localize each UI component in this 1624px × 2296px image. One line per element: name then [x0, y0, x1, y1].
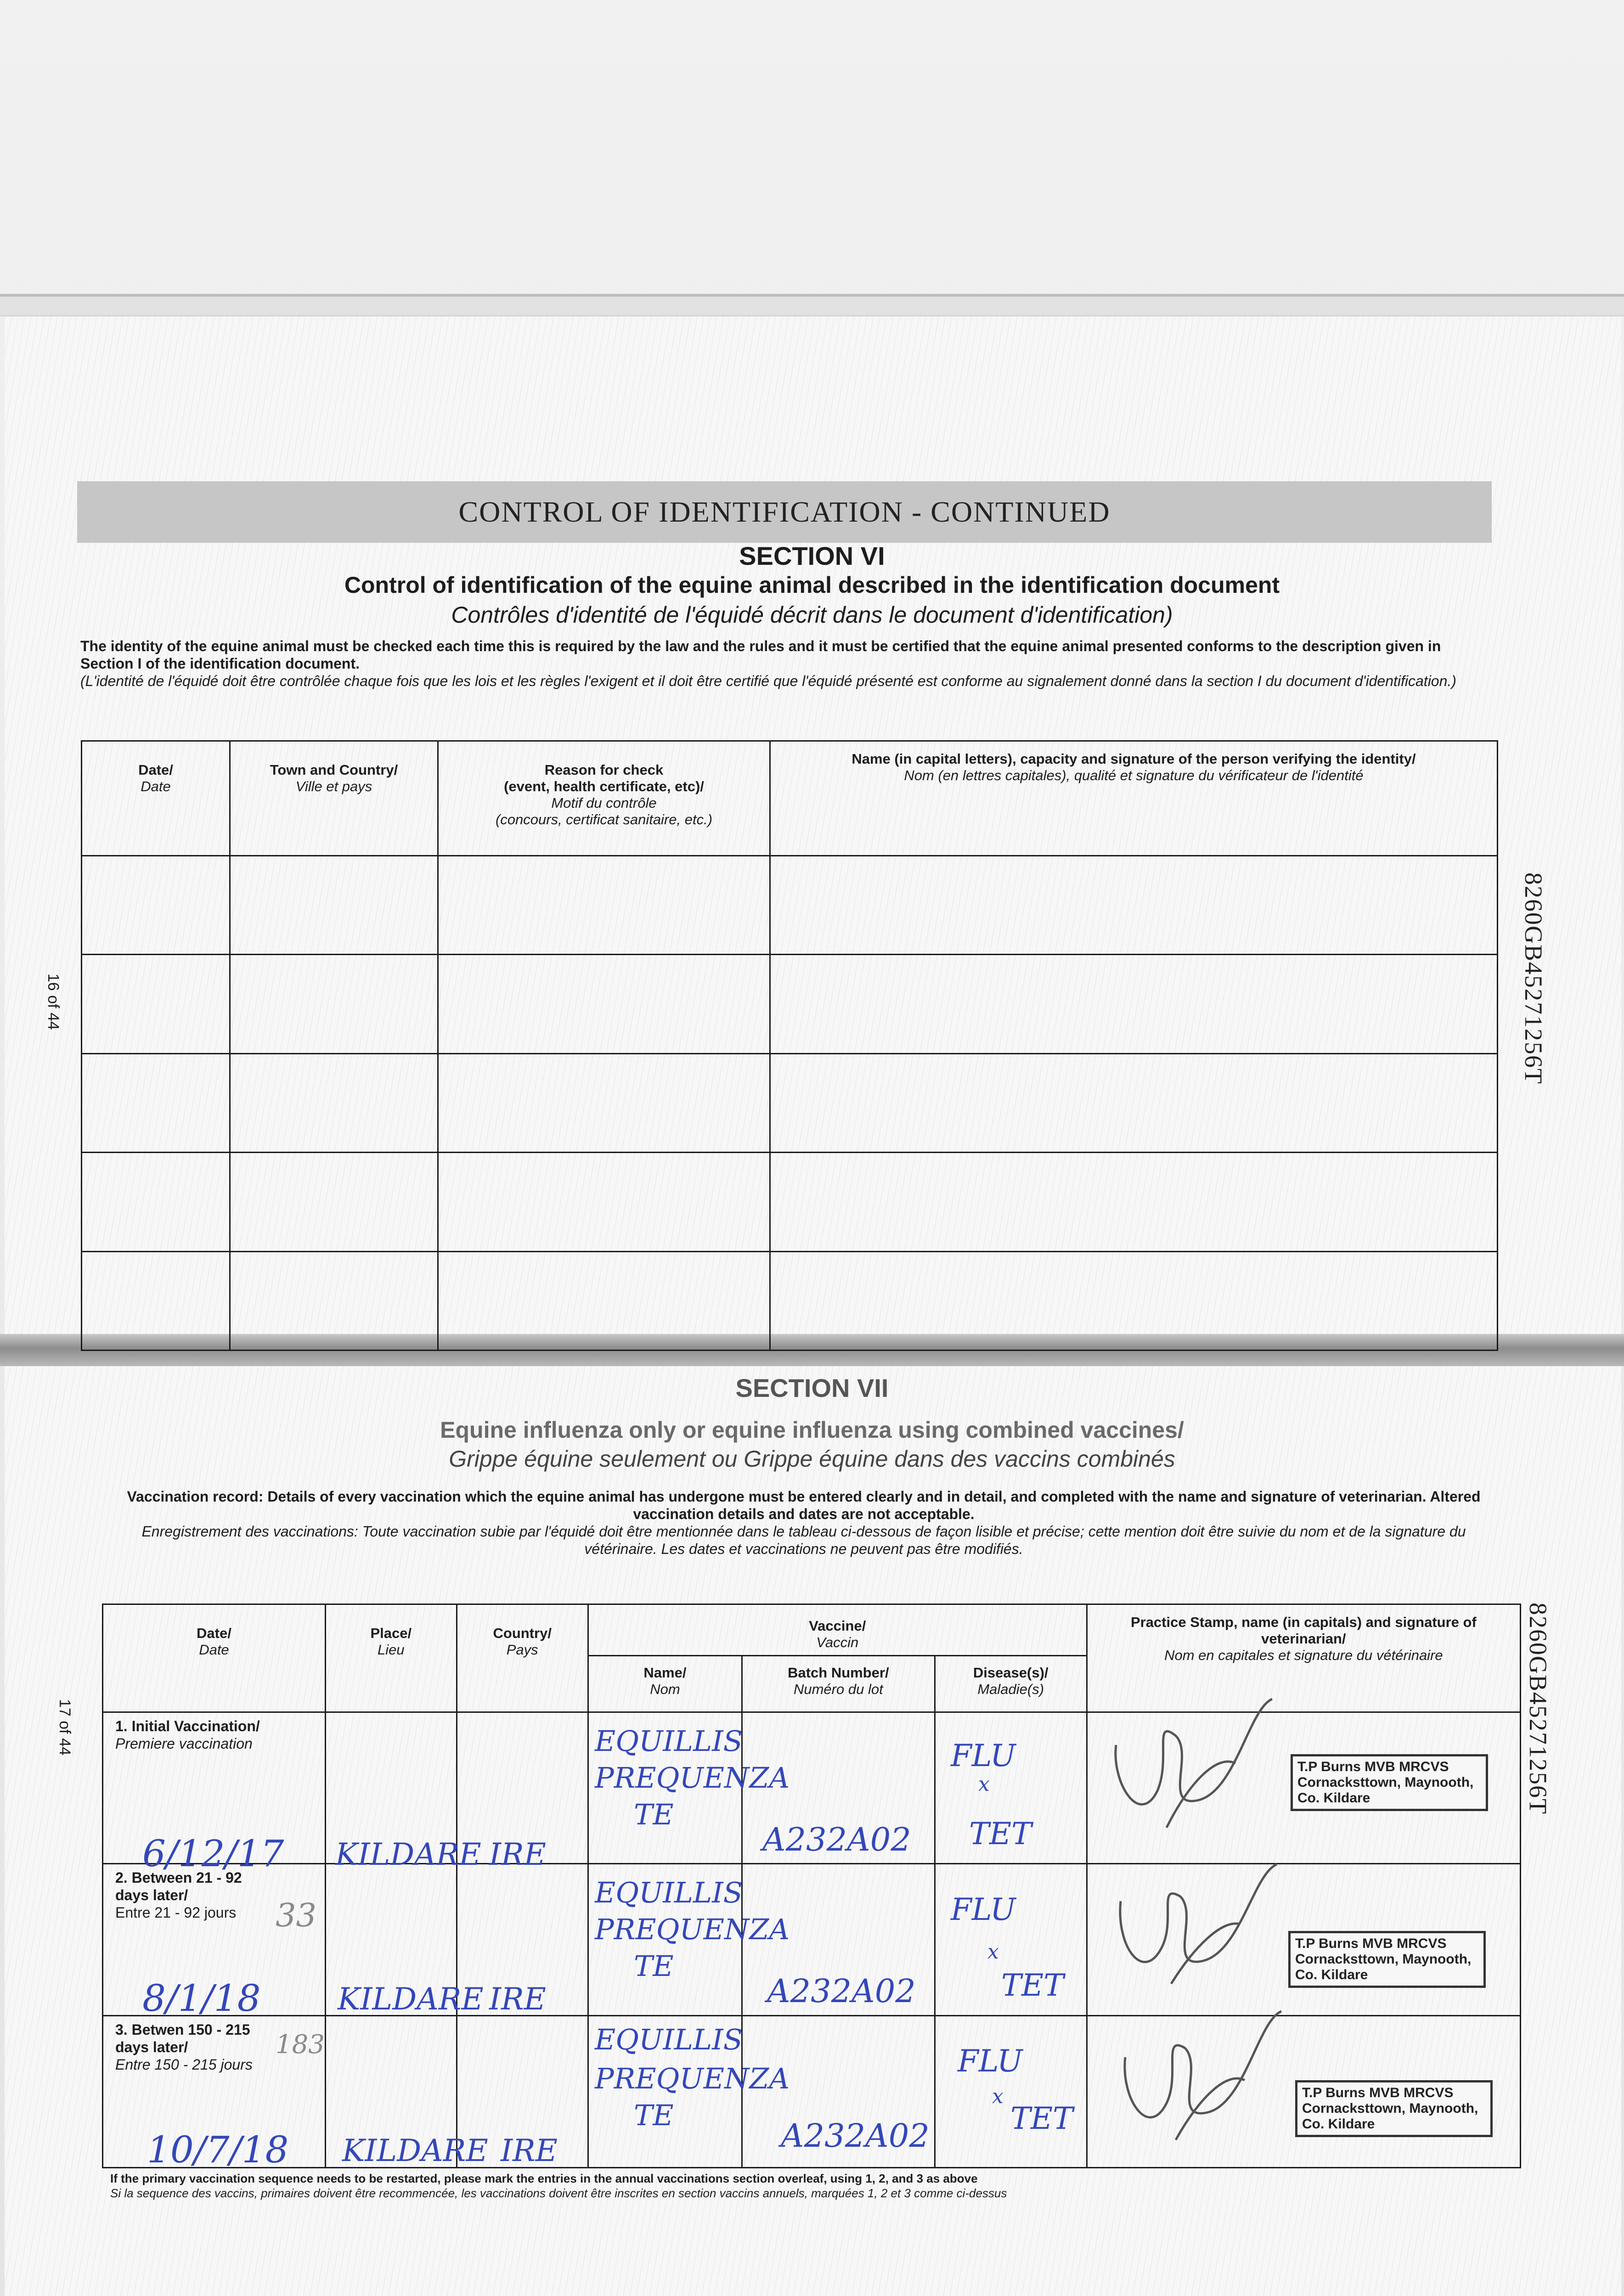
handwritten-date: 8/1/18 — [142, 1977, 261, 2020]
handwritten-disease: x — [987, 1940, 999, 1964]
col-header-stamp: Practice Stamp, name (in capitals) and signature of veterinarian/ Nom en capitales et signature du vétérinaire — [1087, 1604, 1520, 1712]
vet-signature-image — [1098, 1690, 1291, 1841]
intro-en: The identity of the equine animal must be checked each time this is required by the law and the rules and it must be certified that the equine animal presented conforms to the description given in Section I of the identification document. — [80, 638, 1441, 672]
section-7-heading: SECTION VII — [735, 1373, 889, 1402]
col-header-reason: Reason for check (event, health certificate, etc)/ Motif du contrôle (concours, certificat sanitaire, etc.) — [438, 741, 770, 856]
section-7-title-fr: Grippe équine seulement ou Grippe équine dans des vaccins combinés — [449, 1446, 1175, 1472]
handwritten-place: KILDARE — [342, 2133, 488, 2168]
vet-signature-image — [1102, 2002, 1295, 2154]
col-header-disease: Disease(s)/ Maladie(s) — [935, 1656, 1087, 1712]
col-header-verifier: Name (in capital letters), capacity and signature of the person verifying the identity/ Nom (en lettres capitales), qualité et signature du vérificateur de l'identité — [770, 741, 1498, 856]
handwritten-disease: TET — [1001, 1968, 1064, 2003]
section-banner: CONTROL OF IDENTIFICATION - CONTINUED — [77, 481, 1492, 543]
handwritten-vaccine-name: TE — [634, 1798, 674, 1831]
handwritten-disease: x — [978, 1773, 990, 1796]
handwritten-batch: A232A02 — [762, 1821, 911, 1858]
table-row — [82, 856, 1498, 955]
col-header-batch: Batch Number/ Numéro du lot — [742, 1656, 935, 1712]
section-6-title: Control of identification of the equine animal described in the identification document — [344, 572, 1280, 598]
table-row — [82, 1053, 1498, 1152]
col-header-name: Name/ Nom — [588, 1656, 742, 1712]
handwritten-vaccine-name: PREQUENZA — [595, 2062, 790, 2095]
section-6-heading: SECTION VI — [739, 541, 885, 570]
passport-id-top: 8260GB45271256T — [1520, 872, 1547, 1085]
handwritten-country: IRE — [489, 1981, 546, 2017]
handwritten-vaccine-name: PREQUENZA — [595, 1761, 790, 1795]
section-6-intro — [80, 637, 1477, 690]
intro-en: Vaccination record: Details of every vaccination which the equine animal has undergone must be entered clearly and in detail, and completed with the name and signature of veterinarian. Altered vaccination details and dates are not acceptable. — [127, 1488, 1481, 1522]
handwritten-vaccine-name: EQUILLIS — [595, 1724, 743, 1758]
handwritten-vaccine-name: TE — [634, 2099, 674, 2132]
identity-check-table — [81, 740, 1498, 1351]
handwritten-disease: FLU — [951, 1738, 1016, 1773]
handwritten-note: 33 — [276, 1896, 317, 1934]
table-row — [82, 955, 1498, 1053]
handwritten-place: KILDARE — [338, 1981, 484, 2017]
handwritten-disease: FLU — [958, 2043, 1023, 2079]
col-header-vaccine: Vaccine/ Vaccin — [588, 1604, 1087, 1656]
handwritten-batch: A232A02 — [767, 1972, 916, 2010]
section-7-intro — [106, 1488, 1502, 1558]
table-row: 2. Between 21 - 92 days later/ Entre 21 - 92 jours — [103, 1864, 1521, 2016]
practice-stamp: T.P Burns MVB MRCVS Cornacksttown, Maynooth, Co. Kildare — [1288, 1931, 1486, 1988]
passport-id-bottom: 8260GB45271256T — [1524, 1603, 1552, 1815]
intro-fr: Enregistrement des vaccinations: Toute vaccination subie par l'équidé doit être mentionnée dans le tableau ci-dessous de façon lisible et précise; cette mention doit être suivie du nom et de la signature du vétérinaire. Les dates et vaccinations ne peuvent pas être modifiés. — [141, 1523, 1466, 1557]
practice-stamp: T.P Burns MVB MRCVS Cornacksttown, Maynooth, Co. Kildare — [1291, 1754, 1488, 1811]
col-header-place: Place/ Lieu — [325, 1604, 457, 1712]
section-6-title-fr: Contrôles d'identité de l'équidé décrit dans le document d'identification) — [451, 602, 1173, 628]
handwritten-country: IRE — [489, 1837, 546, 1872]
intro-fr: (L'identité de l'équidé doit être contrôlée chaque fois que les lois et les règles l'exigent et il doit être certifié que l'équidé présenté est conforme au signalement donné dans la section I du document d'identification.) — [80, 673, 1456, 689]
handwritten-vaccine-name: PREQUENZA — [595, 1913, 790, 1946]
handwritten-vaccine-name: EQUILLIS — [595, 2023, 743, 2056]
practice-stamp: T.P Burns MVB MRCVS Cornacksttown, Maynooth, Co. Kildare — [1295, 2080, 1493, 2137]
handwritten-disease: FLU — [951, 1892, 1016, 1927]
table-row — [82, 1251, 1498, 1350]
col-header-date: Date/ Date — [103, 1604, 326, 1712]
handwritten-date: 6/12/17 — [142, 1832, 284, 1875]
section-7-title: Equine influenza only or equine influenza using combined vaccines/ — [440, 1417, 1184, 1443]
page-number-17: 17 of 44 — [56, 1699, 73, 1756]
table-row: 3. Betwen 150 - 215 days later/ Entre 150 - 215 jours — [103, 2016, 1521, 2168]
handwritten-note: 183 — [276, 2030, 325, 2060]
handwritten-batch: A232A02 — [781, 2117, 930, 2155]
page-number-16: 16 of 44 — [45, 974, 62, 1030]
section-7-footer: If the primary vaccination sequence needs to be restarted, please mark the entries in the annual vaccinations section overleaf, using 1, 2, and 3 as above Si la sequence des vaccins, primaires doivent être recommencée, les vaccinations doivent être inscrites en section vaccins annuels, marquées 1, 2 et 3 comme ci-dessus — [110, 2172, 1007, 2200]
handwritten-date: 10/7/18 — [147, 2128, 289, 2171]
table-row — [82, 1153, 1498, 1251]
col-header-town: Town and Country/ Ville et pays — [230, 741, 438, 856]
handwritten-disease: TET — [1010, 2101, 1073, 2136]
col-header-country: Country/ Pays — [457, 1604, 588, 1712]
plastic-sleeve-edge — [0, 294, 1624, 316]
handwritten-vaccine-name: EQUILLIS — [595, 1876, 743, 1909]
vet-signature-image — [1102, 1855, 1295, 1993]
handwritten-vaccine-name: TE — [634, 1949, 674, 1983]
handwritten-country: IRE — [501, 2133, 558, 2168]
handwritten-disease: TET — [969, 1816, 1032, 1851]
col-header-date: Date/ Date — [82, 741, 230, 856]
table-row: 1. Initial Vaccination/ Premiere vaccination — [103, 1712, 1521, 1864]
handwritten-place: KILDARE — [335, 1837, 481, 1872]
handwritten-disease: x — [992, 2085, 1004, 2108]
